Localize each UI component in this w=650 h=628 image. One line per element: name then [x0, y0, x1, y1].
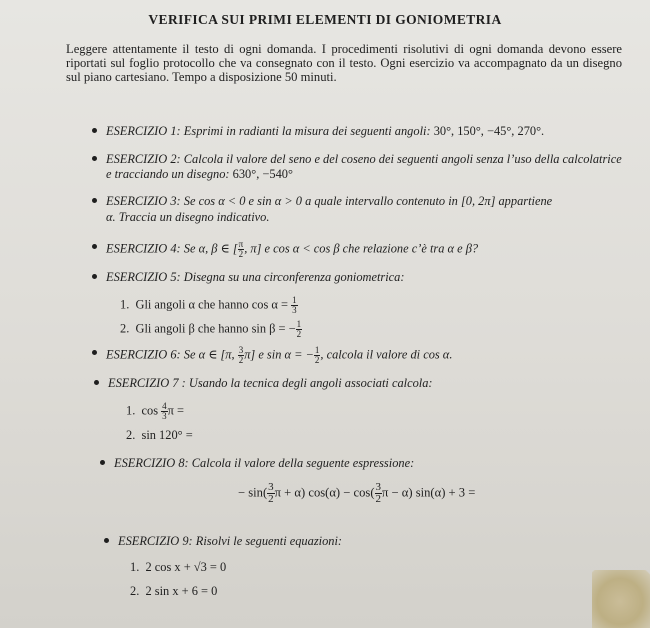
exercise-5 [106, 270, 405, 285]
fraction: $\frac{3}{2}$ [375, 481, 382, 505]
exercise-text: α. Traccia un disegno indicativo. [106, 210, 270, 224]
exercise-label: ESERCIZIO 3: [106, 194, 181, 208]
exercise-text: Usando la tecnica degli angoli associati calcola: [188, 376, 433, 390]
exercise-text: , calcola il valore di cos α. [320, 347, 453, 362]
fraction: $\frac{\pi}{2}$ [238, 239, 244, 259]
expression: − sin( $\frac{3}{2}$ π + α) cos(α) − cos( $\frac{3}{2}$ π − α) sin(α) + 3 = [238, 481, 476, 505]
bullet-icon [92, 128, 97, 133]
exercise-1 [106, 124, 544, 139]
bullet-icon [100, 460, 105, 465]
list-item: 2. 2 sin x + 6 = 0 [130, 584, 218, 598]
exercise-label: ESERCIZIO 2: [106, 152, 181, 166]
fraction: $\frac{3}{2}$ [268, 481, 274, 505]
exercise-4 [106, 240, 478, 259]
list-item: 2. Gli angoli β che hanno sin β = − $\frac{1}{2}$ [120, 319, 302, 339]
fraction: $\frac{1}{3}$ [292, 295, 297, 315]
fraction: $\frac{1}{2}$ [296, 319, 302, 339]
exercise-text: Se α ∈ [π, [183, 347, 235, 362]
exercise-label: ESERCIZIO 9: [118, 534, 193, 548]
exercise-6 [106, 346, 452, 365]
bullet-icon [92, 350, 97, 355]
exercise-7 [108, 376, 433, 391]
exercise-text: Esprimi in radianti la misura dei seguenti angoli: [183, 124, 431, 138]
bullet-icon [94, 380, 99, 385]
exercise-values: 30°, 150°, −45°, 270°. [433, 124, 545, 138]
bullet-icon [92, 244, 97, 249]
bullet-icon [104, 538, 109, 543]
exercise-text: Se cos α < 0 e sin α > 0 a quale intervallo contenuto in [0, 2π] appartiene [183, 194, 553, 208]
list-item: 1. 2 cos x + √3 = 0 [130, 560, 227, 574]
exercise-text: , π] e cos α < cos β che relazione c’è tra α e β? [244, 241, 479, 256]
background-fabric-patch [592, 570, 650, 628]
fraction: $\frac{3}{2}$ [238, 345, 244, 365]
fraction: $\frac{1}{2}$ [314, 345, 320, 365]
exercise-label: ESERCIZIO 1: [106, 124, 181, 138]
exercise-text: Calcola il valore della seguente espressione: [191, 456, 415, 470]
exercise-label: ESERCIZIO 6: [106, 347, 181, 362]
exercise-3 [106, 194, 552, 209]
list-item: 1. cos $\frac{4}{3}$ π = [126, 401, 184, 421]
exercise-text: Se α, β ∈ [ [183, 241, 238, 256]
exercise-label: ESERCIZIO 5: [106, 270, 181, 284]
exercise-text: π] e sin α = − [244, 347, 314, 362]
exercise-text: Risolvi le seguenti equazioni: [195, 534, 343, 548]
exercise-label: ESERCIZIO 8: [114, 456, 189, 470]
exercise-8 [114, 456, 414, 471]
exercise-values: 630°, −540° [232, 167, 293, 181]
bullet-icon [92, 274, 97, 279]
exercise-2 [106, 152, 628, 182]
exercise-label: ESERCIZIO 4: [106, 241, 181, 256]
instructions-paragraph: Leggere attentamente il testo di ogni domanda. I procedimenti risolutivi di ogni domanda devono essere riportati sul foglio protocollo che va consegnato con il testo. Ogni esercizio va accompagnato da un disegno sul piano cartesiano. Tempo a disposizione 50 minuti. [66, 42, 622, 84]
list-item: 1. Gli angoli α che hanno cos α = $\frac{1}{3}$ [120, 295, 297, 315]
list-item: 2. sin 120° = [126, 428, 193, 442]
exercise-text: Calcola il valore del seno e del coseno dei seguenti angoli senza l’uso della calcolatrice e tracciando un disegno: [106, 152, 622, 181]
bullet-icon [92, 156, 97, 161]
exercise-3-continuation [106, 210, 269, 225]
exercise-label: ESERCIZIO 7 : [108, 376, 186, 390]
document-title: VERIFICA SUI PRIMI ELEMENTI DI GONIOMETRIA [148, 12, 502, 27]
fraction: $\frac{4}{3}$ [162, 401, 167, 421]
exercise-text: Disegna su una circonferenza goniometrica: [183, 270, 405, 284]
exercise-9 [118, 534, 342, 549]
bullet-icon [92, 198, 97, 203]
